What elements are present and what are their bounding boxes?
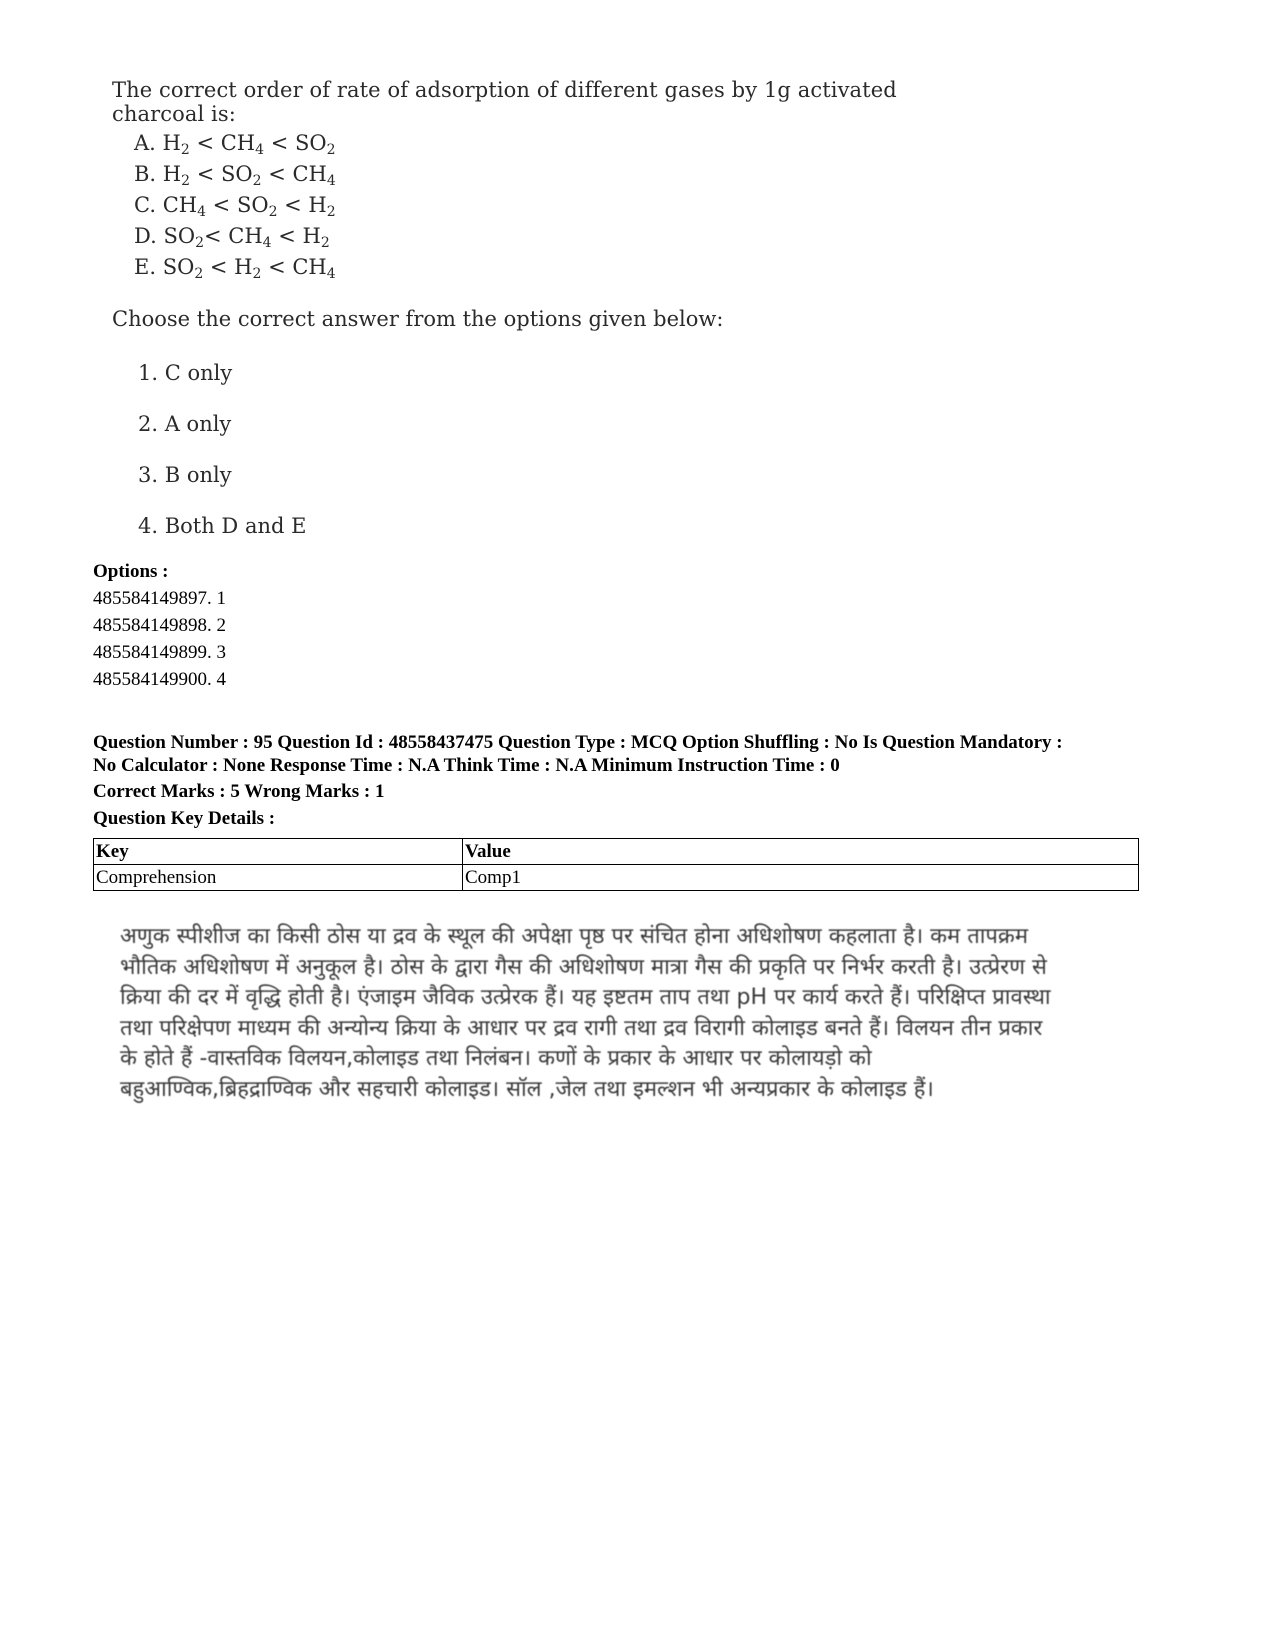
- comprehension-line: बहुआण्विक,ब्रिहद्राण्विक और सहचारी कोलाइड। सॉल ,जेल तथा इमल्शन भी अन्यप्रकार के कोलाइड हैं।: [120, 1076, 934, 1102]
- options-block: [93, 558, 1193, 693]
- comprehension-line: क्रिया की दर में वृद्धि होती है। एंजाइम जैविक उत्प्रेरक हैं। यह इष्टतम ताप तथा pH पर कार्य करते हैं। परिक्षिप्त प्रावस्था: [120, 985, 1051, 1010]
- answer-item: 2. A only: [138, 412, 232, 436]
- question-stem: The correct order of rate of adsorption of different gases by 1g activated charcoal is:: [112, 78, 897, 126]
- answer-item: 1. C only: [138, 361, 233, 385]
- formula-part: H: [162, 162, 182, 186]
- subscript: 4: [197, 204, 206, 220]
- formula-part: < H: [277, 193, 327, 217]
- subscript: 2: [320, 235, 330, 251]
- subscript: 2: [195, 235, 204, 251]
- choice-label: A.: [134, 131, 156, 155]
- question-info-line2: No Calculator : None Response Time : N.A Think Time : N.A Minimum Instruction Time : 0: [93, 755, 840, 776]
- formula-part: SO: [162, 255, 195, 279]
- key-table: [93, 838, 1139, 891]
- option-item: 485584149899. 3: [93, 642, 226, 663]
- formula-part: CH: [162, 193, 198, 217]
- answer-item: 3. B only: [138, 463, 232, 487]
- option-item: 485584149898. 2: [93, 615, 226, 636]
- subscript: 2: [252, 173, 262, 189]
- subscript: 4: [262, 235, 272, 251]
- option-item: 485584149900. 4: [93, 669, 226, 690]
- subscript: 2: [268, 204, 278, 220]
- key-header: Key: [94, 839, 463, 865]
- answer-item: 4. Both D and E: [138, 514, 307, 538]
- comprehension-line: अणुक स्पीशीज का किसी ठोस या द्रव के स्थूल की अपेक्षा पृष्ठ पर संचित होना अधिशोषण कहलाता है। कम तापक्रम: [120, 924, 1028, 949]
- subscript: 2: [194, 266, 204, 282]
- formula-part: H: [162, 131, 181, 155]
- formula-part: < SO: [264, 131, 327, 155]
- choice-d: [134, 221, 932, 252]
- options-heading: Options :: [93, 561, 169, 582]
- formula-part: < CH: [261, 255, 327, 279]
- choose-instruction: Choose the correct answer from the options given below:: [112, 307, 724, 331]
- option-item: 485584149897. 1: [93, 588, 226, 609]
- value-header: Value: [463, 839, 1139, 865]
- choice-label: D.: [134, 224, 157, 248]
- formula-part: < H: [271, 224, 321, 248]
- choice-b: [134, 159, 932, 190]
- table-row: [94, 865, 1139, 891]
- subscript: 4: [255, 142, 265, 158]
- comprehension-line: तथा परिक्षेपण माध्यम की अन्योन्य क्रिया के आधार पर द्रव रागी तथा द्रव विरागी कोलाइड बनते हैं। विलयन तीन प्रकार: [120, 1015, 1043, 1041]
- subscript: 2: [326, 204, 336, 220]
- formula-part: < SO: [206, 193, 269, 217]
- formula-part: < CH: [189, 131, 256, 155]
- key-cell: Comprehension: [94, 865, 463, 891]
- marks-line: Correct Marks : 5 Wrong Marks : 1: [93, 781, 385, 802]
- choice-label: E.: [134, 255, 157, 279]
- comprehension-line: के होते हैं -वास्तविक विलयन,कोलाइड तथा निलंबन। कणों के प्रकार के आधार पर कोलायड़ो को: [120, 1046, 872, 1071]
- choice-label: B.: [134, 162, 157, 186]
- formula-part: < CH: [203, 224, 263, 248]
- subscript: 2: [252, 266, 262, 282]
- value-cell: Comp1: [463, 865, 1139, 891]
- choice-a: [134, 128, 932, 159]
- key-table-header: [94, 839, 1139, 865]
- choice-label: C.: [134, 193, 156, 217]
- subscript: 2: [181, 173, 191, 189]
- comprehension-image: [120, 922, 1130, 1105]
- subscript: 2: [180, 142, 190, 158]
- answer-list: [138, 361, 932, 565]
- formula-part: < SO: [190, 162, 253, 186]
- key-details-heading: Question Key Details :: [93, 808, 276, 829]
- question-choices: [134, 128, 932, 283]
- subscript: 4: [326, 173, 336, 189]
- choice-e: [134, 252, 932, 283]
- subscript: 4: [326, 266, 336, 282]
- formula-part: < H: [203, 255, 253, 279]
- question-info-line1: Question Number : 95 Question Id : 48558437475 Question Type : MCQ Option Shuffling : No Is Question Mandatory :: [93, 732, 1063, 753]
- question-image: [112, 78, 932, 565]
- comprehension-line: भौतिक अधिशोषण में अनुकूल है। ठोस के द्वारा गैस की अधिशोषण मात्रा गैस की प्रकृति पर निर्भर करती है। उत्प्रेरण से: [120, 954, 1047, 980]
- formula-part: SO: [163, 224, 196, 248]
- formula-part: < CH: [261, 162, 327, 186]
- question-info: [93, 731, 1193, 777]
- choice-c: [134, 190, 932, 221]
- subscript: 2: [326, 142, 336, 158]
